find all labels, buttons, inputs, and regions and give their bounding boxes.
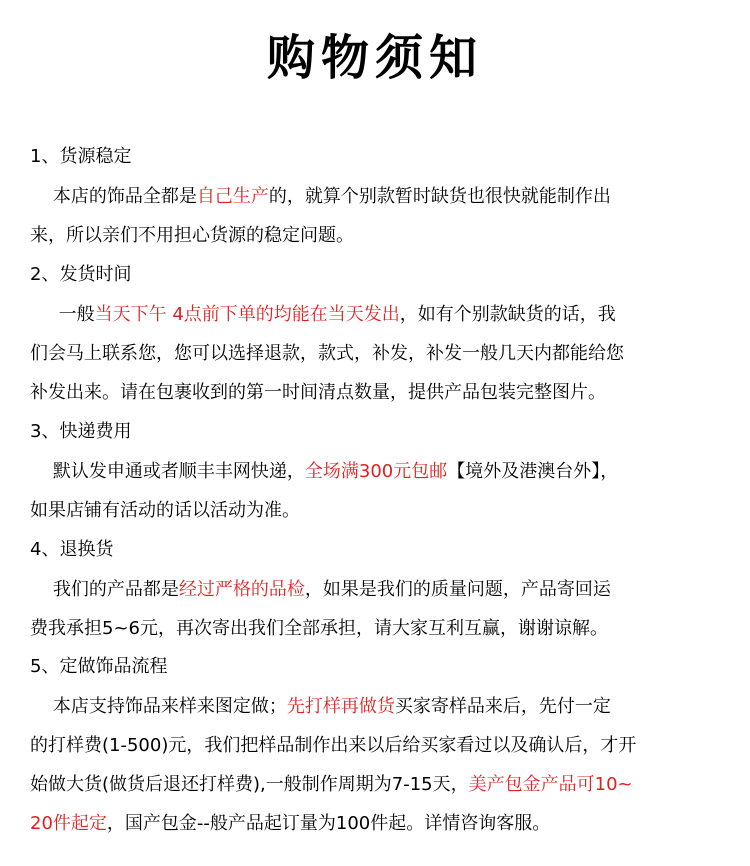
section-heading-shipping-fee: 3、快递费用 (30, 421, 132, 442)
body-text: 的打样费(1-500)元，我们把样品制作出来以后给买家看过以及确认后，才开 (30, 735, 637, 756)
body-text: 默认发申通或者顺丰丰网快递， (30, 461, 305, 482)
highlighted-text: 20件起定 (30, 813, 107, 834)
highlighted-text: 当天下午 4点前下单的均能在当天发出 (94, 304, 400, 325)
section-body-supply (30, 177, 720, 255)
paragraph-line (30, 177, 720, 216)
section-body-custom-order (30, 687, 720, 843)
paragraph-line (30, 687, 720, 726)
paragraph-line (30, 295, 720, 334)
body-text: 本店的饰品全都是 (30, 186, 197, 207)
section-heading-supply: 1、货源稳定 (30, 146, 132, 167)
body-text: 我们的产品都是 (30, 579, 179, 600)
body-text: ，国产包金--般产品起订量为100件起。详情咨询客服。 (106, 813, 551, 834)
body-text: 费我承担5~6元，再次寄出我们全部承担，请大家互利互赢，谢谢谅解。 (30, 618, 608, 639)
paragraph-line (30, 216, 720, 255)
body-text: 本店支持饰品来样来图定做； (30, 696, 287, 717)
section-heading-shipping-time: 2、发货时间 (30, 264, 132, 285)
paragraph-line (30, 491, 720, 530)
body-text: ，如有个别款缺货的话，我 (399, 304, 616, 325)
body-text: 始做大货(做货后退还打样费),一般制作周期为7-15天， (30, 774, 469, 795)
section-body-returns (30, 570, 720, 648)
section-heading-custom-order: 5、定做饰品流程 (30, 656, 168, 677)
body-text: ，如果是我们的质量问题，产品寄回运 (304, 579, 611, 600)
body-text: 来，所以亲们不用担心货源的稳定问题。 (30, 225, 354, 246)
paragraph-line (30, 726, 720, 765)
paragraph-line (30, 452, 720, 491)
paragraph-line (30, 609, 720, 648)
highlighted-text: 美产包金产品可10~ (468, 774, 633, 795)
page-title: 购物须知 (266, 30, 483, 86)
body-text: 一般 (30, 304, 95, 325)
paragraph-line (30, 570, 720, 609)
body-text: 补发出来。请在包裹收到的第一时间清点数量，提供产品包装完整图片。 (30, 382, 606, 403)
highlighted-text: 全场满300元包邮 (304, 461, 448, 482)
section-body-shipping-fee (30, 452, 720, 530)
body-text: 的，就算个别款暂时缺货也很快就能制作出 (268, 186, 611, 207)
body-text: 如果店铺有活动的话以活动为准。 (30, 500, 300, 521)
paragraph-line (30, 334, 720, 373)
body-text: 买家寄样品来后，先付一定 (394, 696, 611, 717)
paragraph-line (30, 765, 720, 804)
section-body-shipping-time (30, 295, 720, 412)
section-heading-returns: 4、退换货 (30, 539, 114, 560)
highlighted-text: 自己生产 (196, 186, 269, 207)
paragraph-line (30, 373, 720, 412)
body-text: 【境外及港澳台外】， (447, 461, 619, 482)
highlighted-text: 先打样再做货 (286, 696, 395, 717)
paragraph-line (30, 804, 720, 843)
highlighted-text: 经过严格的品检 (178, 579, 305, 600)
body-text: 们会马上联系您，您可以选择退款，款式，补发，补发一般几天内都能给您 (30, 343, 624, 364)
